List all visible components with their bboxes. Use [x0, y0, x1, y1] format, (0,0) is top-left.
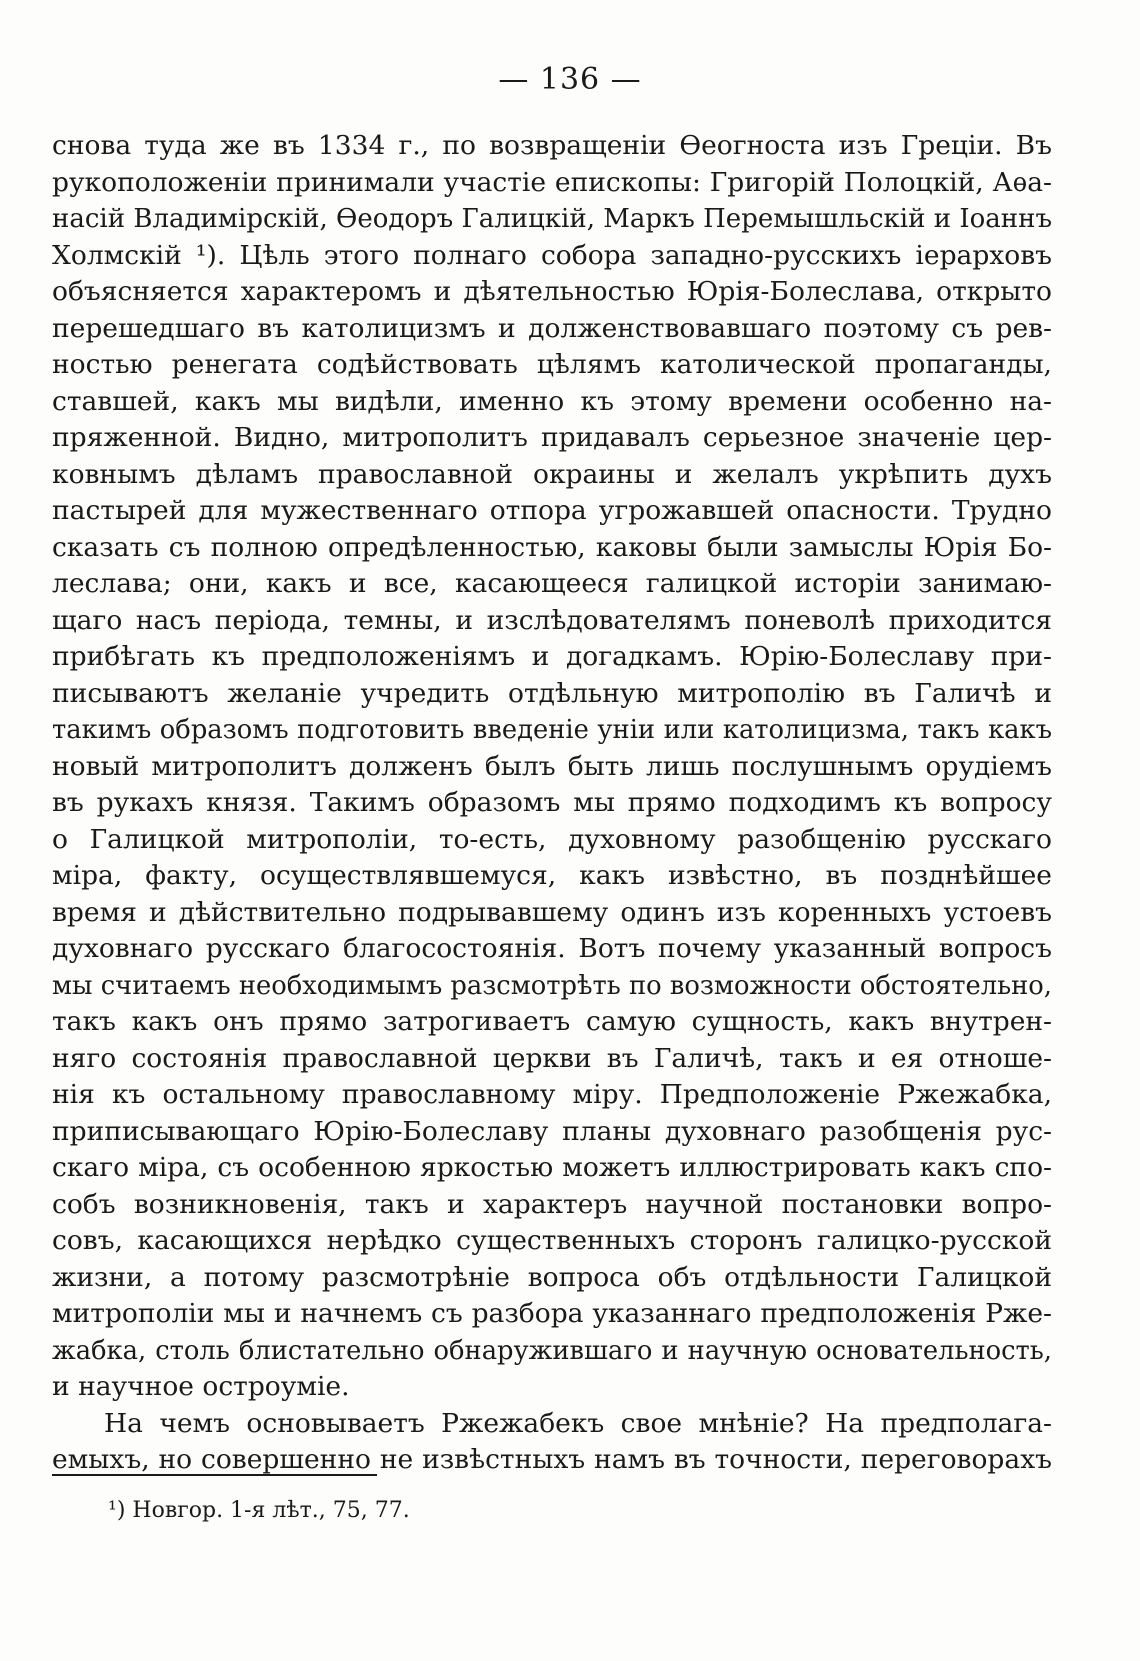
text-line: новый митрополитъ долженъ былъ быть лишь послушнымъ орудіемъ	[52, 750, 1052, 782]
text-line: пряженной. Видно, митрополитъ придавалъ серьезное значеніе цер-	[52, 422, 1052, 453]
text-line: скаго міра, съ особенною яркостью можетъ иллюстрировать какъ спо-	[52, 1152, 1052, 1183]
text-line: ностью ренегата содѣйствовать цѣлямъ католической пропаганды,	[52, 349, 1052, 380]
text-line: время и дѣйствительно подрывавшему одинъ изъ коренныхъ устоевъ	[52, 896, 1052, 928]
text-line: пастырей для мужественнаго отпора угрожавшей опасности. Трудно	[52, 495, 1052, 526]
text-line: мы считаемъ необходимымъ разсмотрѣть по возможности обстоятельно,	[52, 970, 1052, 1001]
text-line: прибѣгать къ предположеніямъ и догадкамъ. Юрію-Болеславу при-	[52, 641, 1052, 672]
text-line: міра, факту, осуществлявшемуся, какъ извѣстно, въ позднѣйшее	[52, 860, 1052, 891]
text-line: перешедшаго въ католицизмъ и долженствовавшаго поэтому съ рев-	[52, 312, 1052, 344]
text-line: духовнаго русскаго благосостоянія. Вотъ почему указанный вопросъ	[52, 933, 1052, 964]
text-line: ставшей, какъ мы видѣли, именно къ этому времени особенно на-	[52, 385, 1052, 417]
footnote-rule	[52, 1474, 377, 1476]
page-number: — 136 —	[498, 62, 642, 97]
text-line: объясняется характеромъ и дѣятельностью Юрія-Болеслава, открыто	[52, 276, 1052, 307]
text-line: емыхъ, но совершенно не извѣстныхъ намъ въ точности, переговорахъ	[52, 1444, 1052, 1475]
text-line: и научное остроуміе.	[52, 1371, 350, 1402]
text-line: приписывающаго Юрію-Болеславу планы духовнаго разобщенія рус-	[52, 1115, 1052, 1147]
text-line: леслава; они, какъ и все, касающееся галицкой исторіи занимаю-	[52, 568, 1052, 599]
text-line: рукоположеніи принимали участіе епископы: Григорій Полоцкій, Аѳа-	[52, 166, 1052, 198]
text-line: въ рукахъ князя. Такимъ образомъ мы прямо подходимъ къ вопросу	[52, 787, 1052, 818]
body-text	[52, 128, 1052, 1479]
text-line: нія къ остальному православному міру. Предположеніе Ржежабка,	[52, 1079, 1052, 1110]
text-line: такъ какъ онъ прямо затрогиваетъ самую сущность, какъ внутрен-	[52, 1006, 1052, 1037]
text-line: совъ, касающихся нерѣдко существенныхъ сторонъ галицко-русской	[52, 1225, 1052, 1256]
text-line: митрополіи мы и начнемъ съ разбора указаннаго предположенія Рже-	[52, 1298, 1052, 1329]
text-line: писываютъ желаніе учредить отдѣльную митрополію въ Галичѣ и	[52, 677, 1052, 709]
text-line: насій Владимірскій, Ѳеодоръ Галицкій, Маркъ Перемышльскій и Іоаннъ	[52, 204, 1052, 234]
text-line: няго состоянія православной церкви въ Галичѣ, такъ и ея отноше-	[52, 1042, 1052, 1074]
footnote: ¹) Новгор. 1-я лѣт., 75, 77.	[108, 1498, 410, 1523]
text-line: снова туда же въ 1334 г., по возвращеніи Ѳеогноста изъ Греціи. Въ	[52, 130, 1052, 161]
text-line: На чемъ основываетъ Ржежабекъ свое мнѣніе? На предполага-	[104, 1407, 1052, 1439]
text-line: сказать съ полною опредѣленностью, каковы были замыслы Юрія Бо-	[52, 531, 1052, 563]
text-line: такимъ образомъ подготовить введеніе уніи или католицизма, такъ какъ	[52, 715, 1052, 745]
text-line: Холмскій ¹). Цѣль этого полнаго собора западно-русскихъ іерарховъ	[52, 239, 1052, 271]
text-line: о Галицкой митрополіи, то-есть, духовному разобщенію русскаго	[52, 823, 1052, 855]
text-line: собъ возникновенія, такъ и характеръ научной постановки вопро-	[52, 1188, 1052, 1220]
text-line: жабка, столь блистательно обнаружившаго и научную основательность,	[52, 1335, 1052, 1366]
text-line: жизни, а потому разсмотрѣніе вопроса объ отдѣльности Галицкой	[52, 1261, 1052, 1293]
text-line: щаго насъ періода, темны, и изслѣдователямъ поневолѣ приходится	[52, 604, 1052, 636]
text-line: ковнымъ дѣламъ православной окраины и желалъ укрѣпить духъ	[52, 458, 1052, 490]
